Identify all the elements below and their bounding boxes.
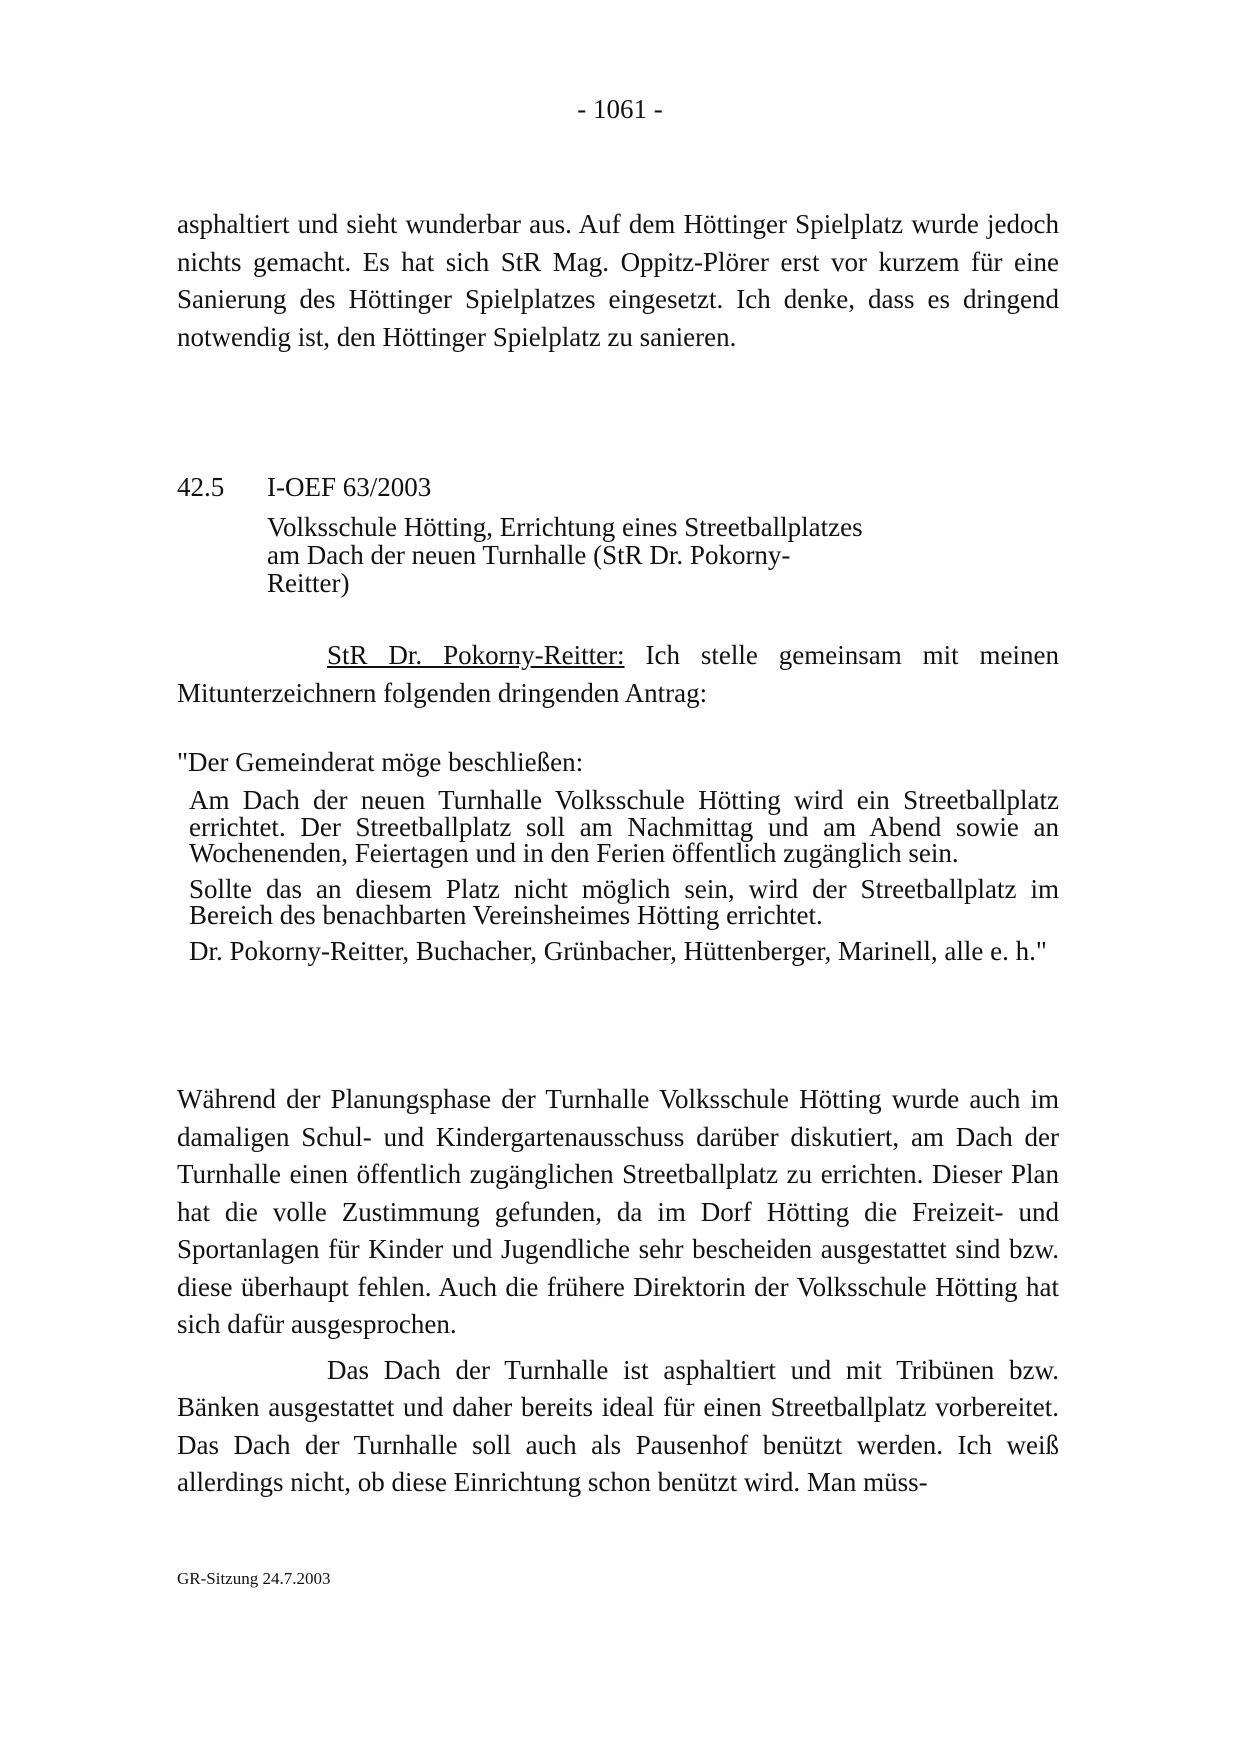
motion-paragraph: Sollte das an diesem Platz nicht möglich sein, wird der Streetballplatz im Bereich des benachbarten Vereinsheimes Hötting errichtet. — [189, 873, 1059, 930]
motion-paragraph: Am Dach der neuen Turnhalle Volksschule Hötting wird ein Streetballplatz errichtet. Der Streetballplatz soll am Nachmittag und am Abend sowie an Wochenenden, Feiertagen und in den Ferien öffentlich zugänglich sein. — [189, 785, 1059, 868]
body-section — [177, 1081, 1059, 1502]
agenda-item-title-line: am Dach der neuen Turnhalle (StR Dr. Pokorny- — [267, 540, 791, 570]
speaker-name: StR Dr. Pokorny-Reitter: — [327, 640, 625, 670]
page-footer: GR-Sitzung 24.7.2003 — [177, 1569, 331, 1588]
intro-section — [177, 206, 1059, 356]
statement-paragraph — [177, 637, 1059, 712]
motion-block — [189, 787, 1059, 973]
statement-text: Ich stelle gemeinsam mit meinen Mitunterzeichnern folgenden dringenden Antrag: — [177, 640, 1059, 708]
body-paragraph: Das Dach der Turnhalle ist asphaltiert und mit Tribünen bzw. Bänken ausgestattet und daher bereits ideal für einen Streetballplatz vorbereitet. Das Dach der Turnhalle soll auch als Pausenhof benützt werden. Ich weiß allerdings nicht, ob diese Einrichtung schon benützt wird. Man müss- — [177, 1354, 1059, 1497]
page-number: - 1061 - — [577, 94, 663, 124]
agenda-item-title-line: Reitter) — [267, 568, 350, 598]
statement-section — [177, 637, 1059, 712]
motion-lead: "Der Gemeinderat möge beschließen: — [177, 747, 584, 777]
intro-paragraph: asphaltiert und sieht wunderbar aus. Auf dem Höttinger Spielplatz wurde jedoch nichts gemacht. Es hat sich StR Mag. Oppitz-Plörer erst vor kurzem für eine Sanierung des Höttinger Spielplatzes eingesetzt. Ich denke, dass es dringend notwendig ist, den Höttinger Spielplatz zu sanieren. — [177, 209, 1059, 352]
body-paragraph: Während der Planungsphase der Turnhalle Volksschule Hötting wurde auch im damaligen Schul- und Kindergartenausschuss darüber diskutiert, am Dach der Turnhalle einen öffentlich zugänglichen Streetballplatz zu errichten. Dieser Plan hat die volle Zustimmung gefunden, da im Dorf Hötting die Freizeit- und Sportanlagen für Kinder und Jugendliche sehr bescheiden ausgestattet sind bzw. diese überhaupt fehlen. Auch die frühere Direktorin der Volksschule Hötting hat sich dafür ausgesprochen. — [177, 1084, 1059, 1339]
motion-signatories: Dr. Pokorny-Reitter, Buchacher, Grünbacher, Hüttenberger, Marinell, alle e. h." — [189, 935, 1047, 966]
agenda-item-number: 42.5 — [177, 472, 225, 502]
agenda-item-title — [267, 513, 907, 597]
agenda-item-code: I-OEF 63/2003 — [267, 472, 432, 502]
agenda-item-title-line: Volksschule Hötting, Errichtung eines Streetballplatzes — [267, 512, 863, 542]
